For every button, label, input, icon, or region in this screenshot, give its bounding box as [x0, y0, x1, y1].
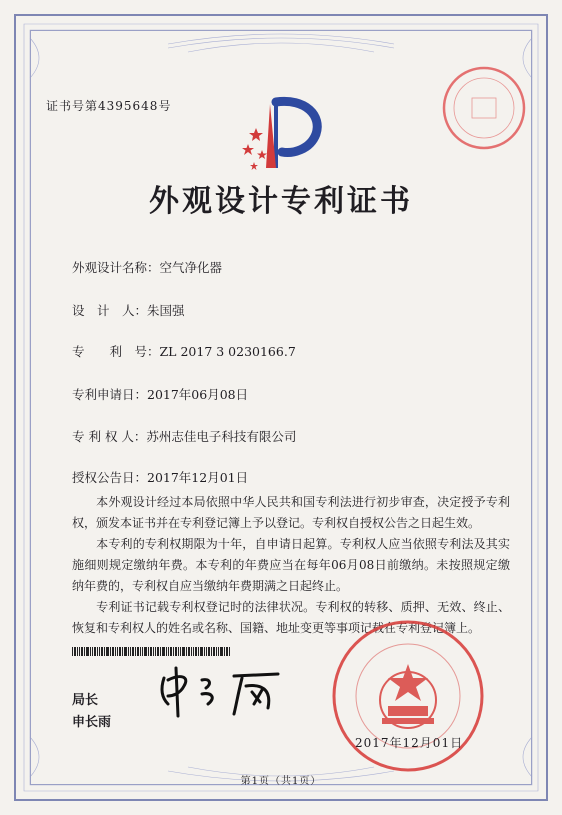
- paragraph-grant: 本外观设计经过本局依照中华人民共和国专利法进行初步审查，决定授予专利权，颁发本证书并在专利登记簿上予以登记。专利权自授权公告之日起生效。: [72, 495, 510, 530]
- certificate-number: 证书号第4395648号: [46, 99, 172, 113]
- page-footer: 第1页（共1页）: [240, 776, 322, 787]
- filing-date-field: 专利申请日：2017年06月08日: [72, 387, 249, 402]
- grant-date-field: 授权公告日：2017年12月01日: [72, 470, 249, 485]
- patent-office-logo: [242, 94, 326, 174]
- patent-number-field: 专 利 号：ZL 2017 3 0230166.7: [72, 344, 296, 359]
- signatory-title: 局长: [72, 693, 99, 708]
- signatory-name: 申长雨: [72, 715, 112, 730]
- paragraph-term: 本专利的专利权期限为十年，自申请日起算。专利权人应当依照专利法及其实施细则规定缴纳年费。本专利的年费应当在每年06月08日前缴纳。未按照规定缴纳年费的，专利权自应当缴纳年费期满之日起终止。: [72, 537, 510, 593]
- certificate-title: 外观设计专利证书: [149, 184, 413, 219]
- design-name-field: 外观设计名称：空气净化器: [72, 260, 223, 275]
- designer-field: 设 计 人：朱国强: [72, 303, 185, 318]
- agency-stamp-small: [440, 64, 528, 152]
- patentee-field: 专 利 权 人：苏州志佳电子科技有限公司: [72, 429, 297, 444]
- paragraph-legal-status: 专利证书记载专利权登记时的法律状况。专利权的转移、质押、无效、终止、恢复和专利权人的姓名或名称、国籍、地址变更等事项记载在专利登记簿上。: [72, 600, 510, 635]
- handwritten-signature: [150, 664, 290, 720]
- seal-date: 2017年12月01日: [355, 736, 464, 750]
- barcode: [72, 647, 232, 656]
